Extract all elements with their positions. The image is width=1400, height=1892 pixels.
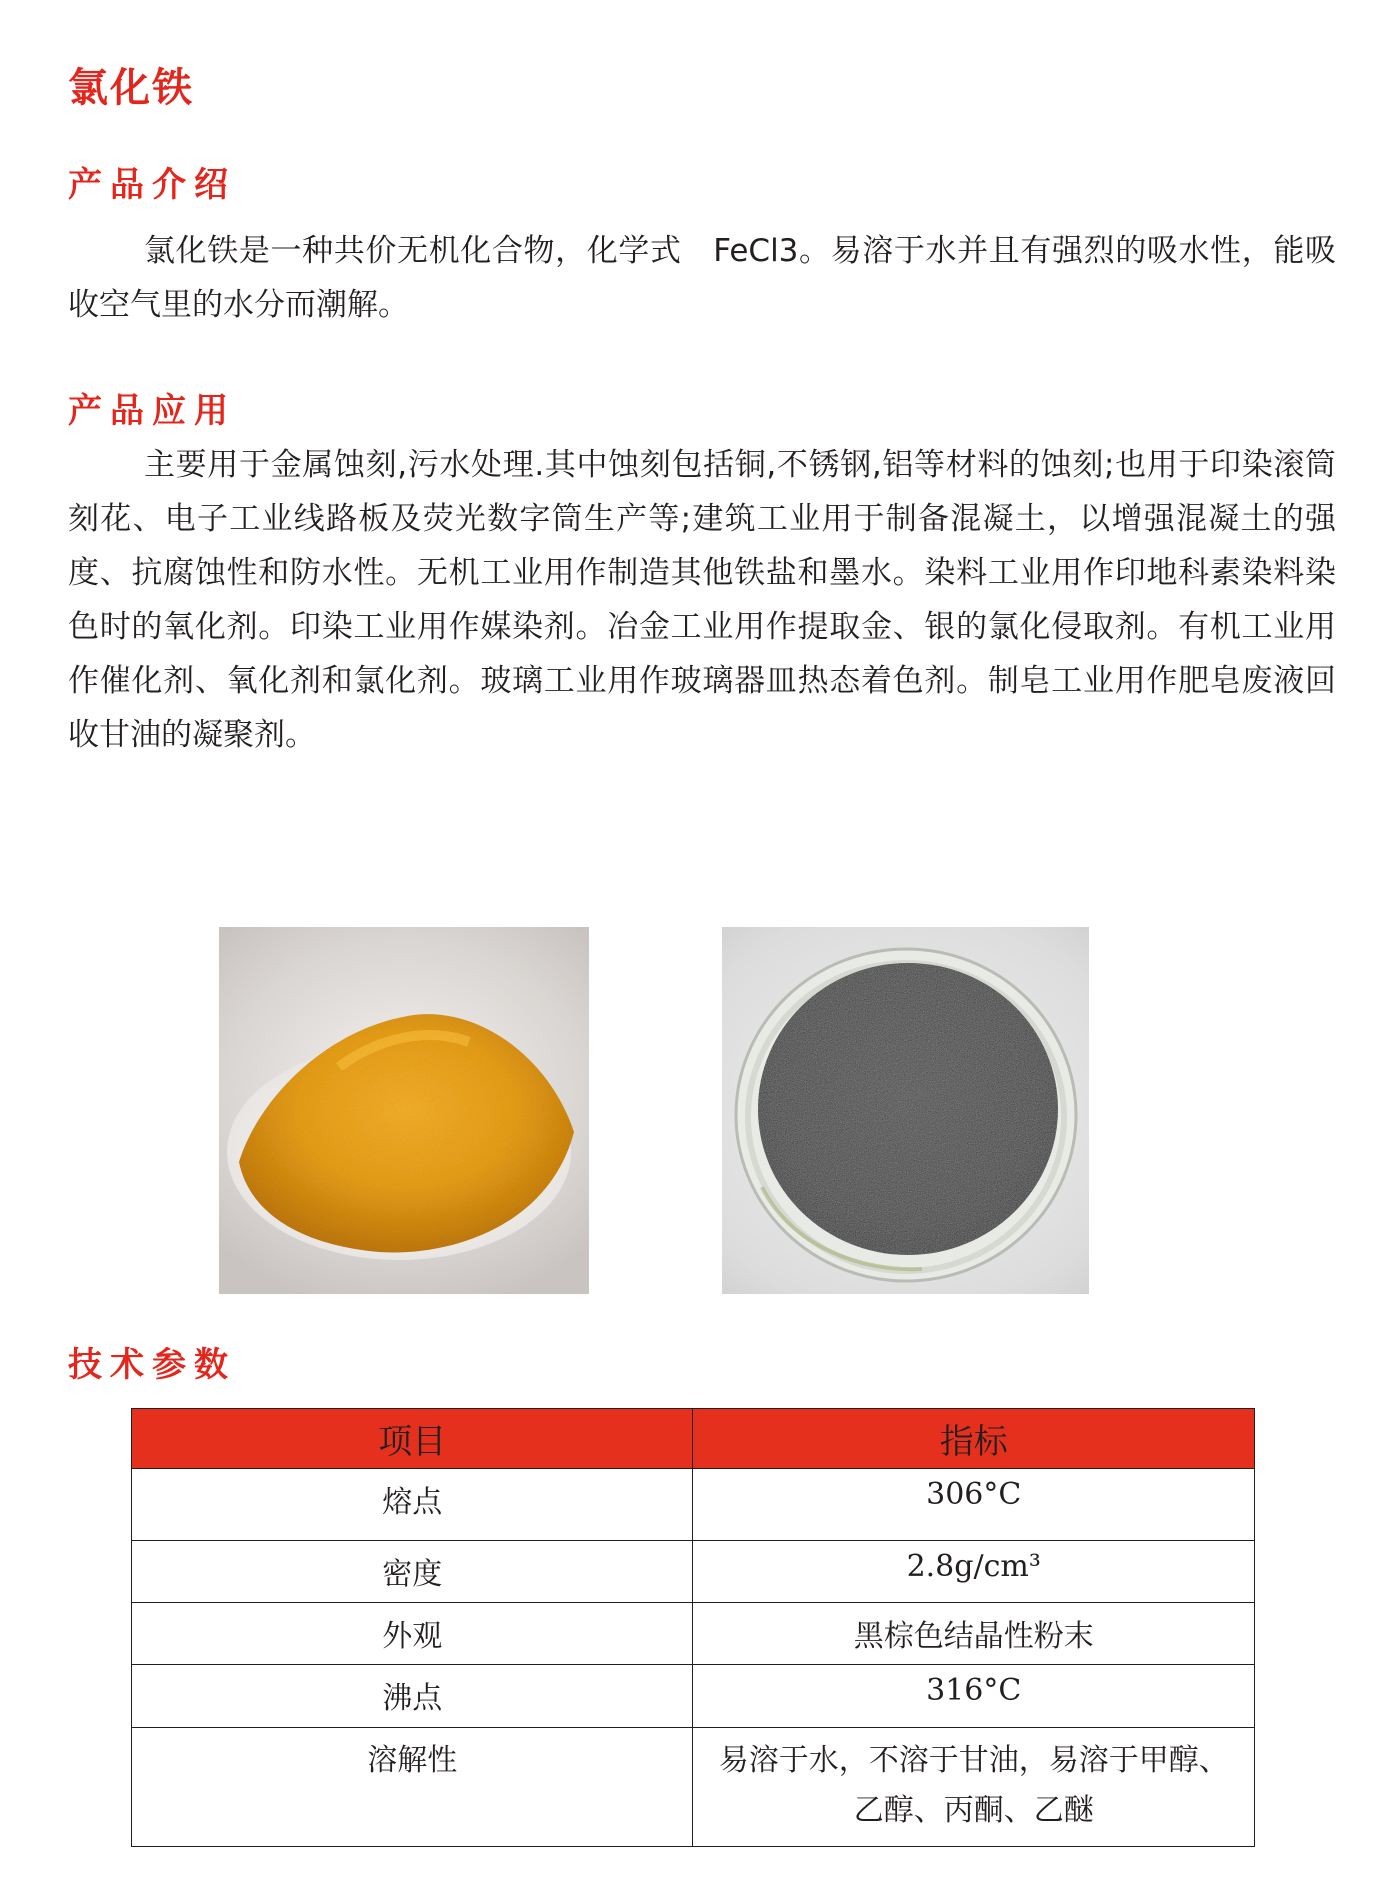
row-label: 外观 <box>132 1603 693 1665</box>
row-value: 306°C <box>693 1469 1255 1541</box>
row-value: 316°C <box>693 1665 1255 1728</box>
row-value: 黑棕色结晶性粉末 <box>693 1603 1255 1665</box>
row-value: 2.8g/cm³ <box>693 1541 1255 1603</box>
row-label: 熔点 <box>132 1469 693 1541</box>
page-title: 氯化铁 <box>68 65 194 111</box>
row-label: 密度 <box>132 1541 693 1603</box>
specs-heading: 技术参数 <box>68 1345 236 1385</box>
application-heading: 产品应用 <box>68 391 236 431</box>
application-paragraph: 主要用于金属蚀刻,污水处理.其中蚀刻包括铜,不锈钢,铝等材料的蚀刻;也用于印染滚筒刻花、电子工业线路板及荧光数字筒生产等;建筑工业用于制备混凝土，以增强混凝土的强度、抗腐蚀性和防水性。无机工业用作制造其他铁盐和墨水。染料工业用作印地科素染料染色时的氧化剂。印染工业用作媒染剂。冶金工业用作提取金、银的氯化侵取剂。有机工业用作催化剂、氧化剂和氯化剂。玻璃工业用作玻璃器皿热态着色剂。制皂工业用作肥皂废液回收甘油的凝聚剂。 <box>68 447 1336 753</box>
table-row <box>132 1469 1255 1541</box>
row-label: 溶解性 <box>132 1728 693 1847</box>
row-value: 易溶于水，不溶于甘油，易溶于甲醇、乙醇、丙酮、乙醚 <box>693 1728 1255 1847</box>
column-header-value: 指标 <box>693 1409 1255 1469</box>
table-row <box>132 1541 1255 1603</box>
black-powder-photo <box>722 927 1089 1294</box>
table-row <box>132 1665 1255 1728</box>
column-header-item: 项目 <box>132 1409 693 1469</box>
table-row <box>132 1603 1255 1665</box>
table-row <box>132 1728 1255 1847</box>
intro-heading: 产品介绍 <box>68 165 236 205</box>
specs-table <box>131 1408 1255 1847</box>
row-label: 沸点 <box>132 1665 693 1728</box>
intro-paragraph: 氯化铁是一种共价无机化合物，化学式 FeCl3。易溶于水并且有强烈的吸水性，能吸收空气里的水分而潮解。 <box>68 233 1336 323</box>
table-header-row <box>132 1409 1255 1469</box>
yellow-powder-photo <box>219 927 589 1294</box>
